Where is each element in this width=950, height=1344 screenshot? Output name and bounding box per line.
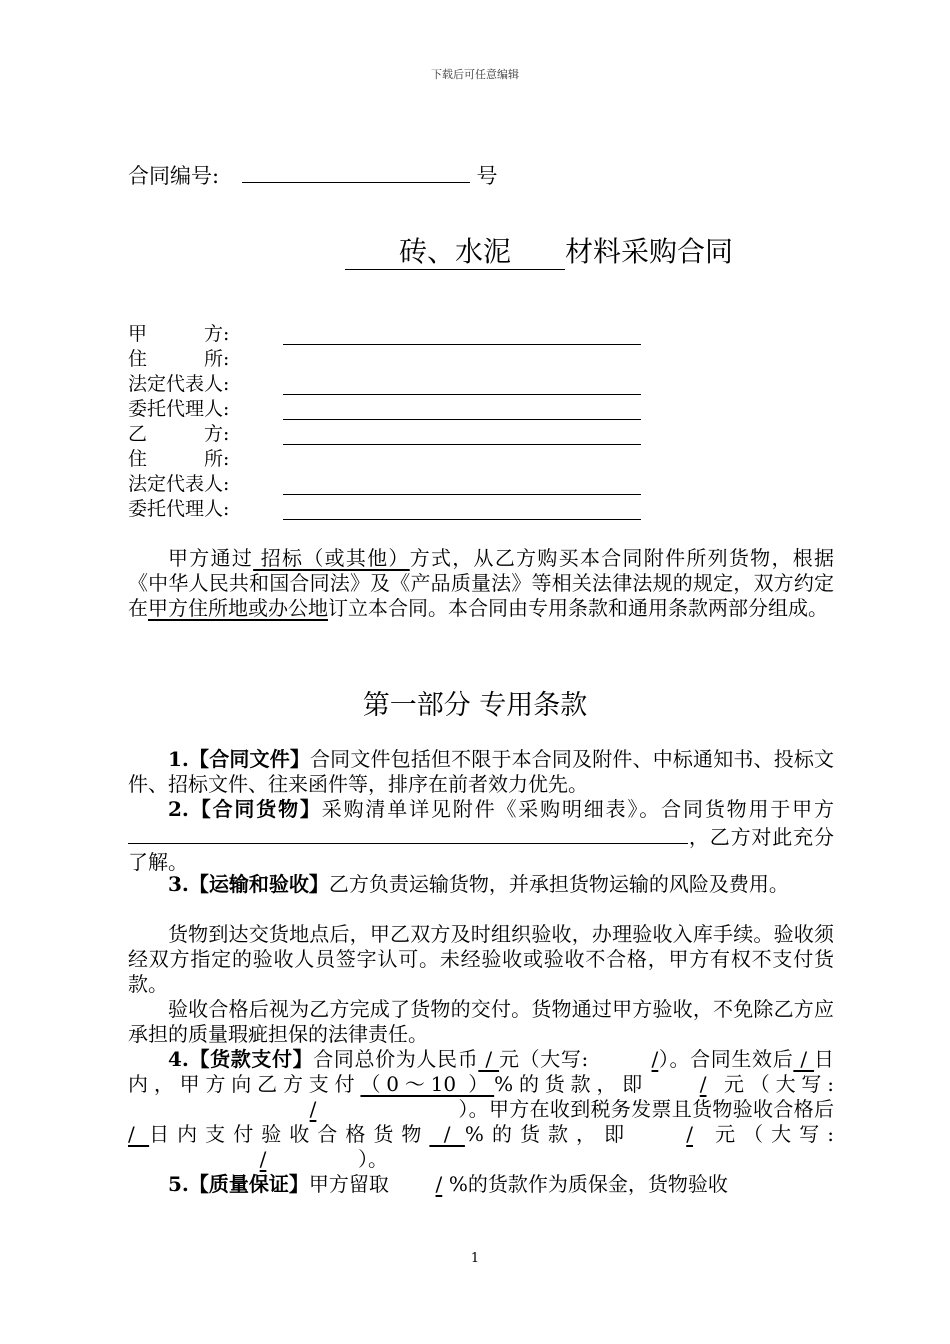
procurement-method: 招标（或其他） (253, 546, 410, 570)
clause-4 (128, 1047, 834, 1172)
clause-heading: 【运输和验收】 (188, 872, 329, 896)
clause-text: ，乙方对此充分了解。 (128, 825, 834, 874)
contract-number-field[interactable] (242, 160, 470, 183)
party-label: 住 所: (128, 448, 230, 470)
clause-number: 5. (168, 1172, 189, 1196)
advance-amount-words-field[interactable]: / (309, 1097, 317, 1121)
clause-text: 采购清单详见附件《采购明细表》。合同货物用于甲方 (321, 797, 835, 821)
party-label: 委托代理人: (128, 398, 230, 420)
clause-text: 合同文件包括但不限于本合同及附件、中标通知书、投标文件、招标文件、往来函件等，排序在前者效力优先。 (128, 747, 835, 796)
clause-heading: 【质量保证】 (188, 1172, 309, 1196)
intro-text-1: 甲方通过 (168, 546, 254, 570)
advance-percent-field[interactable]: （0～10 ） (360, 1072, 495, 1096)
payment-days-field[interactable]: / (128, 1122, 150, 1146)
acceptance-amount-field[interactable]: / (686, 1122, 693, 1146)
advance-amount-field[interactable]: / (699, 1072, 707, 1096)
clause-text: 乙方负责运输货物，并承担货物运输的风险及费用。 (328, 872, 789, 896)
party-row (128, 472, 268, 497)
clause-text: %的货款作为质保金，货物验收 (448, 1172, 728, 1196)
signing-place: 甲方住所地或办公地 (148, 596, 328, 620)
clause-3-paragraph-3: 验收合格后视为乙方完成了货物的交付。货物通过甲方验收，不免除乙方应承担的质量瑕疵担保的法律责任。 (128, 997, 834, 1046)
clause-text: 日内，甲方向乙方支付 (128, 1047, 835, 1096)
clause-text: ）。 (358, 1147, 388, 1171)
page-number: 1 (470, 1251, 480, 1266)
party-row (128, 397, 268, 422)
title-material-field: 砖、水泥 (345, 235, 565, 270)
party-field-line[interactable] (283, 344, 641, 345)
clause-3-paragraph-2: 货物到达交货地点后，甲乙双方及时组织验收，办理验收入库手续。验收须经双方指定的验收人员签字认可。未经验收或验收不合格，甲方有权不支付货款。 (128, 922, 834, 996)
party-label: 委托代理人: (128, 498, 230, 520)
party-field-line[interactable] (283, 494, 641, 495)
title-rest: 材料采购合同 (564, 235, 733, 268)
party-field-line[interactable] (283, 419, 641, 420)
usage-field[interactable] (128, 822, 688, 844)
clause-text: ）。合同生效后 (658, 1047, 794, 1071)
party-row (128, 322, 268, 347)
contract-number-suffix: 号 (476, 164, 498, 189)
party-label: 法定代表人: (128, 373, 230, 395)
total-price-field[interactable]: / (478, 1047, 500, 1071)
days-after-effect-field[interactable]: / (793, 1047, 815, 1071)
clause-text: 元（大写: (718, 1072, 834, 1096)
contract-number-line (128, 160, 497, 190)
party-row (128, 347, 268, 372)
party-row (128, 497, 268, 522)
clause-number: 1. (168, 747, 189, 771)
intro-text-2: 方式，从乙方购买本合同附件所列货物，根据《中华人民共和国合同法》及《产品质量法》等相关法律法规的规定，双方约定在 (128, 546, 835, 620)
clause-3 (128, 872, 834, 897)
party-row (128, 372, 268, 397)
clause-text: %的货款，即 (494, 1072, 649, 1096)
clause-heading: 【货款支付】 (188, 1047, 314, 1071)
party-field-line[interactable] (283, 444, 641, 445)
acceptance-percent-field[interactable]: / (429, 1122, 465, 1146)
clause-1 (128, 747, 834, 797)
clause-text: 元（大写: (499, 1047, 589, 1071)
clause-5 (128, 1172, 834, 1197)
contract-number-label: 合同编号: (128, 164, 220, 189)
acceptance-amount-words-field[interactable]: / (259, 1147, 267, 1171)
party-row (128, 422, 268, 447)
party-label: 乙 方: (128, 423, 230, 445)
party-label: 法定代表人: (128, 473, 230, 495)
intro-text-3: 订立本合同。本合同由专用条款和通用条款两部分组成。 (328, 596, 828, 620)
clause-text: 元（大写: (707, 1122, 834, 1146)
party-field-line[interactable] (283, 519, 641, 520)
clause-text: 合同总价为人民币 (313, 1047, 479, 1071)
clause-number: 2. (168, 797, 189, 821)
party-label: 住 所: (128, 348, 230, 370)
party-label: 甲 方: (128, 323, 230, 345)
party-row (128, 447, 268, 472)
retention-percent-field[interactable]: / (435, 1172, 443, 1196)
party-field-line[interactable] (283, 394, 641, 395)
clause-heading: 【合同文件】 (188, 747, 311, 771)
header-note: 下载后可任意编辑 (431, 68, 519, 81)
clause-number: 4. (168, 1047, 189, 1071)
section-title: 第一部分 专用条款 (362, 690, 588, 721)
clause-text: ）。甲方在收到税务发票且货物验收合格后 (458, 1097, 834, 1121)
clause-text: 日内支付验收合格货物 (149, 1122, 430, 1146)
document-title (0, 230, 950, 270)
clause-heading: 【合同货物】 (188, 797, 322, 821)
clause-text: %的货款，即 (464, 1122, 633, 1146)
clause-text: 甲方留取 (308, 1172, 389, 1196)
total-price-words-field[interactable]: / (651, 1047, 659, 1071)
clause-2 (128, 797, 834, 875)
intro-paragraph (128, 546, 834, 621)
clause-number: 3. (168, 872, 189, 896)
